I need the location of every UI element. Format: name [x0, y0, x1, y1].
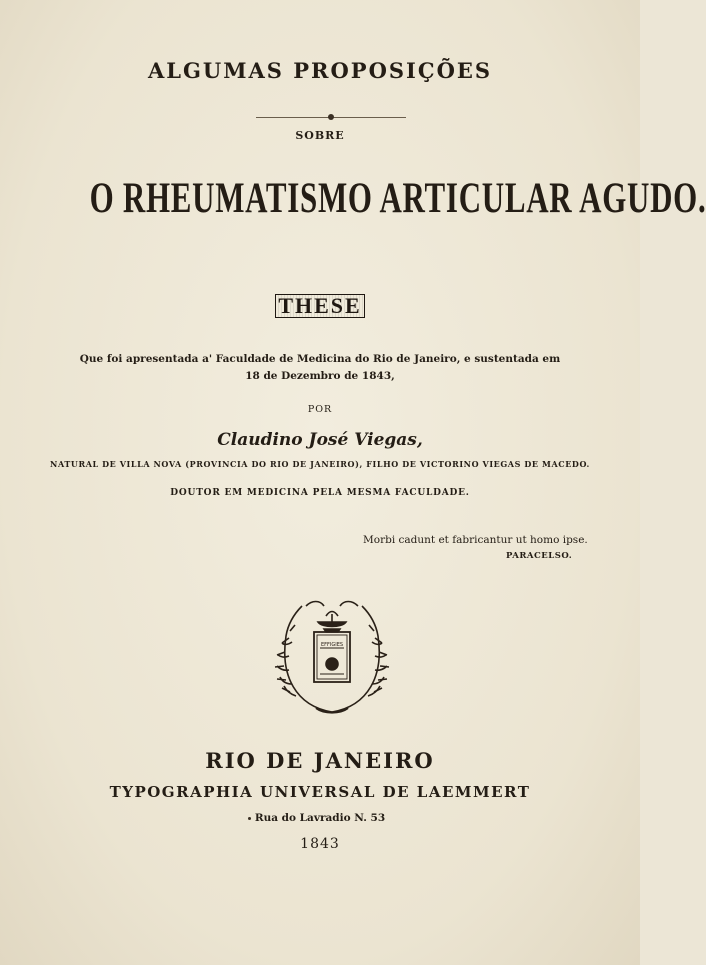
imprint-year: 1843 [300, 836, 340, 852]
author-name: Claudino José Viegas, [217, 430, 423, 450]
emblem-label: EFFIGIES [320, 642, 344, 648]
rule-ornament-icon [328, 114, 334, 120]
imprint-printer: TYPOGRAPHIA UNIVERSAL DE LAEMMERT [109, 783, 531, 801]
title-sobre: SOBRE [295, 129, 345, 142]
title-line-1: ALGUMAS PROPOSIÇÕES [147, 58, 493, 83]
por-label: POR [307, 404, 333, 415]
main-title: O RHEUMATISMO ARTICULAR AGUDO. [89, 175, 706, 222]
presentation-line-2: 18 de Dezembro de 1843, [245, 370, 395, 382]
imprint-address: Rua do Lavradio N. 53 [254, 812, 386, 824]
presentation-line-1: Que foi apresentada a' Faculdade de Medicina do Rio de Janeiro, e sustentada em [79, 353, 561, 365]
epigraph-text: Morbi cadunt et fabricantur ut homo ipse. [363, 534, 588, 546]
these-heading [0, 293, 640, 319]
epigraph-attribution: PARACELSO. [506, 551, 573, 561]
author-origin: NATURAL DE VILLA NOVA (PROVINCIA DO RIO DE JANEIRO), FILHO DE VICTORINO VIEGAS DE MACEDO. [50, 459, 590, 469]
author-degree: DOUTOR EM MEDICINA PELA MESMA FACULDADE. [170, 488, 470, 498]
printer-emblem-icon [276, 596, 388, 718]
these-label: THESE [275, 294, 364, 318]
imprint-city: RIO DE JANEIRO [205, 748, 435, 773]
